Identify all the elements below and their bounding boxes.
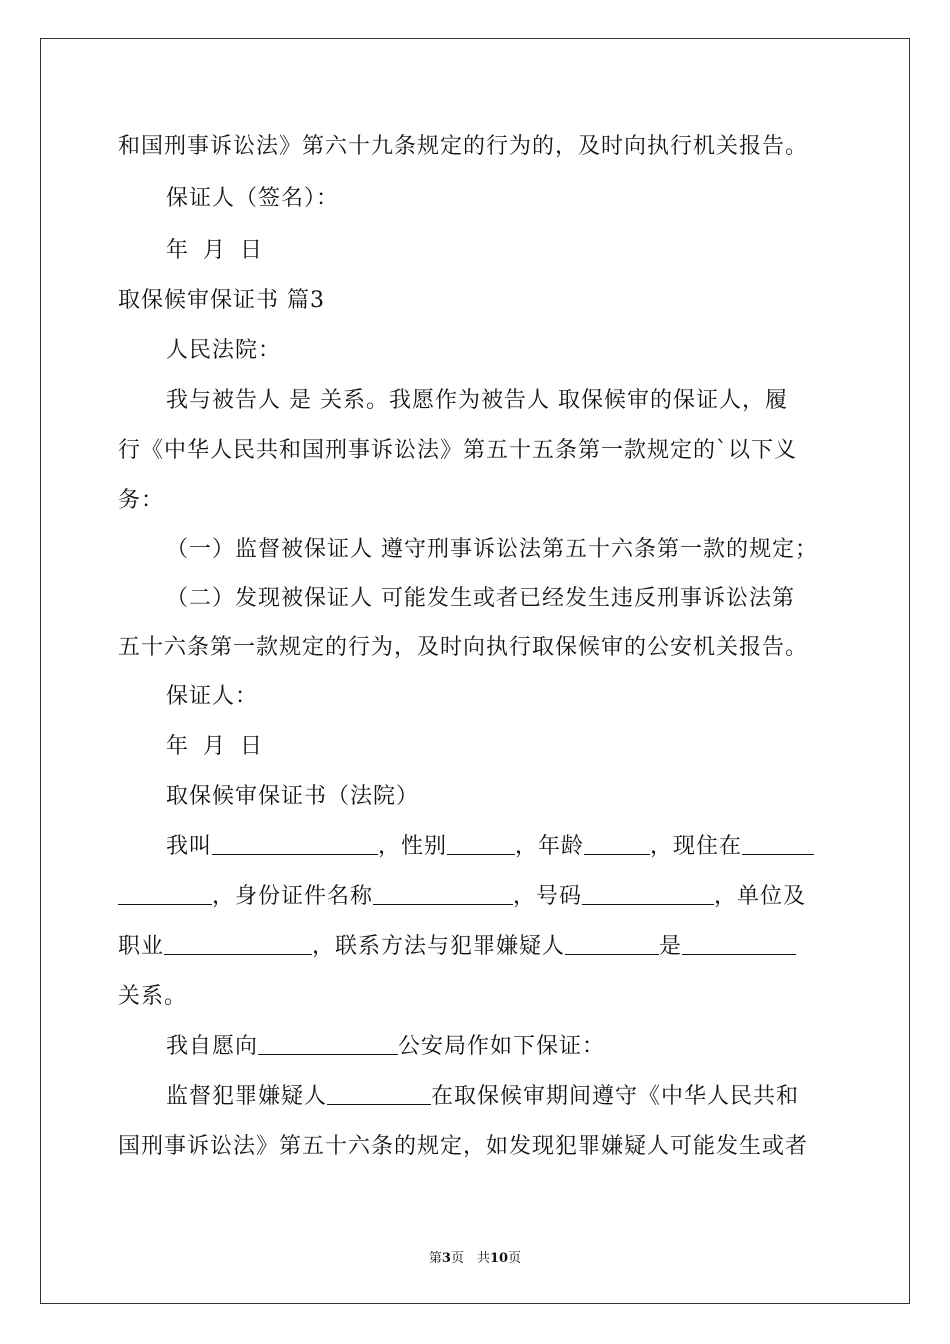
signature-label: 保证人： (166, 684, 259, 709)
gender-blank[interactable] (447, 834, 515, 855)
signature-label: 保证人（签名）： (166, 186, 340, 211)
form-text: 职业 (118, 934, 165, 959)
text-line: 务： (118, 488, 165, 513)
page-total: 10 (489, 1251, 509, 1266)
age-blank[interactable] (584, 834, 650, 855)
suspect-blank[interactable] (327, 1084, 431, 1105)
relation-blank[interactable] (682, 934, 796, 955)
section-heading: 取保候审保证书（法院） (166, 784, 420, 809)
footer-text: 页 (508, 1251, 522, 1266)
form-text: 公安局作如下保证： (398, 1034, 606, 1059)
form-text: ，性别 (378, 834, 448, 859)
text-line: 行《中华人民共和国刑事诉讼法》第五十五条第一款规定的`以下义 (118, 438, 798, 463)
form-text: ，联系方法与犯罪嫌疑人 (312, 934, 566, 959)
form-text: 在取保候审期间遵守《中华人民共和 (431, 1084, 800, 1109)
occupation-blank[interactable] (164, 934, 312, 955)
text-line: 五十六条第一款规定的行为，及时向执行取保候审的公安机关报告。 (118, 635, 809, 660)
text-line: 和国刑事诉讼法》第六十九条规定的行为的，及时向执行机关报告。 (118, 134, 809, 159)
date-line: 年 月 日 (166, 734, 263, 759)
form-text: 我自愿向 (166, 1034, 259, 1059)
form-line (166, 1080, 799, 1114)
text-line: 我与被告人 是 关系。我愿作为被告人 取保候审的保证人，履 (166, 388, 788, 413)
address-blank[interactable] (742, 834, 814, 855)
form-text: ，身份证件名称 (212, 884, 374, 909)
form-text: ，单位及 (714, 884, 807, 909)
form-text: ，年龄 (515, 834, 585, 859)
footer-text: 第 (428, 1251, 442, 1266)
name-blank[interactable] (212, 834, 378, 855)
form-text: ，现住在 (650, 834, 743, 859)
suspect-blank[interactable] (565, 934, 659, 955)
footer-text: 页 共 (450, 1251, 490, 1266)
form-text: 是 (659, 934, 683, 959)
obligation-item: （一）监督被保证人 遵守刑事诉讼法第五十六条第一款的规定； (166, 537, 818, 562)
form-line (118, 880, 806, 914)
page-border (40, 38, 910, 1304)
form-text: 我叫 (166, 834, 213, 859)
address-blank[interactable] (118, 884, 212, 905)
id-type-blank[interactable] (373, 884, 513, 905)
id-number-blank[interactable] (582, 884, 714, 905)
section-heading: 取保候审保证书 篇3 (118, 288, 325, 313)
form-text: ，号码 (513, 884, 583, 909)
form-line (166, 1030, 605, 1064)
text-line: 关系。 (118, 984, 188, 1009)
form-line (166, 830, 814, 864)
addressee: 人民法院： (166, 338, 282, 363)
obligation-item: （二）发现被保证人 可能发生或者已经发生违反刑事诉讼法第 (166, 586, 795, 611)
date-line: 年 月 日 (166, 238, 263, 263)
page-footer (0, 1247, 950, 1266)
text-line: 国刑事诉讼法》第五十六条的规定，如发现犯罪嫌疑人可能发生或者 (118, 1134, 809, 1159)
page-number: 3 (441, 1251, 451, 1266)
police-station-blank[interactable] (258, 1034, 398, 1055)
form-line (118, 930, 796, 964)
form-text: 监督犯罪嫌疑人 (166, 1084, 328, 1109)
